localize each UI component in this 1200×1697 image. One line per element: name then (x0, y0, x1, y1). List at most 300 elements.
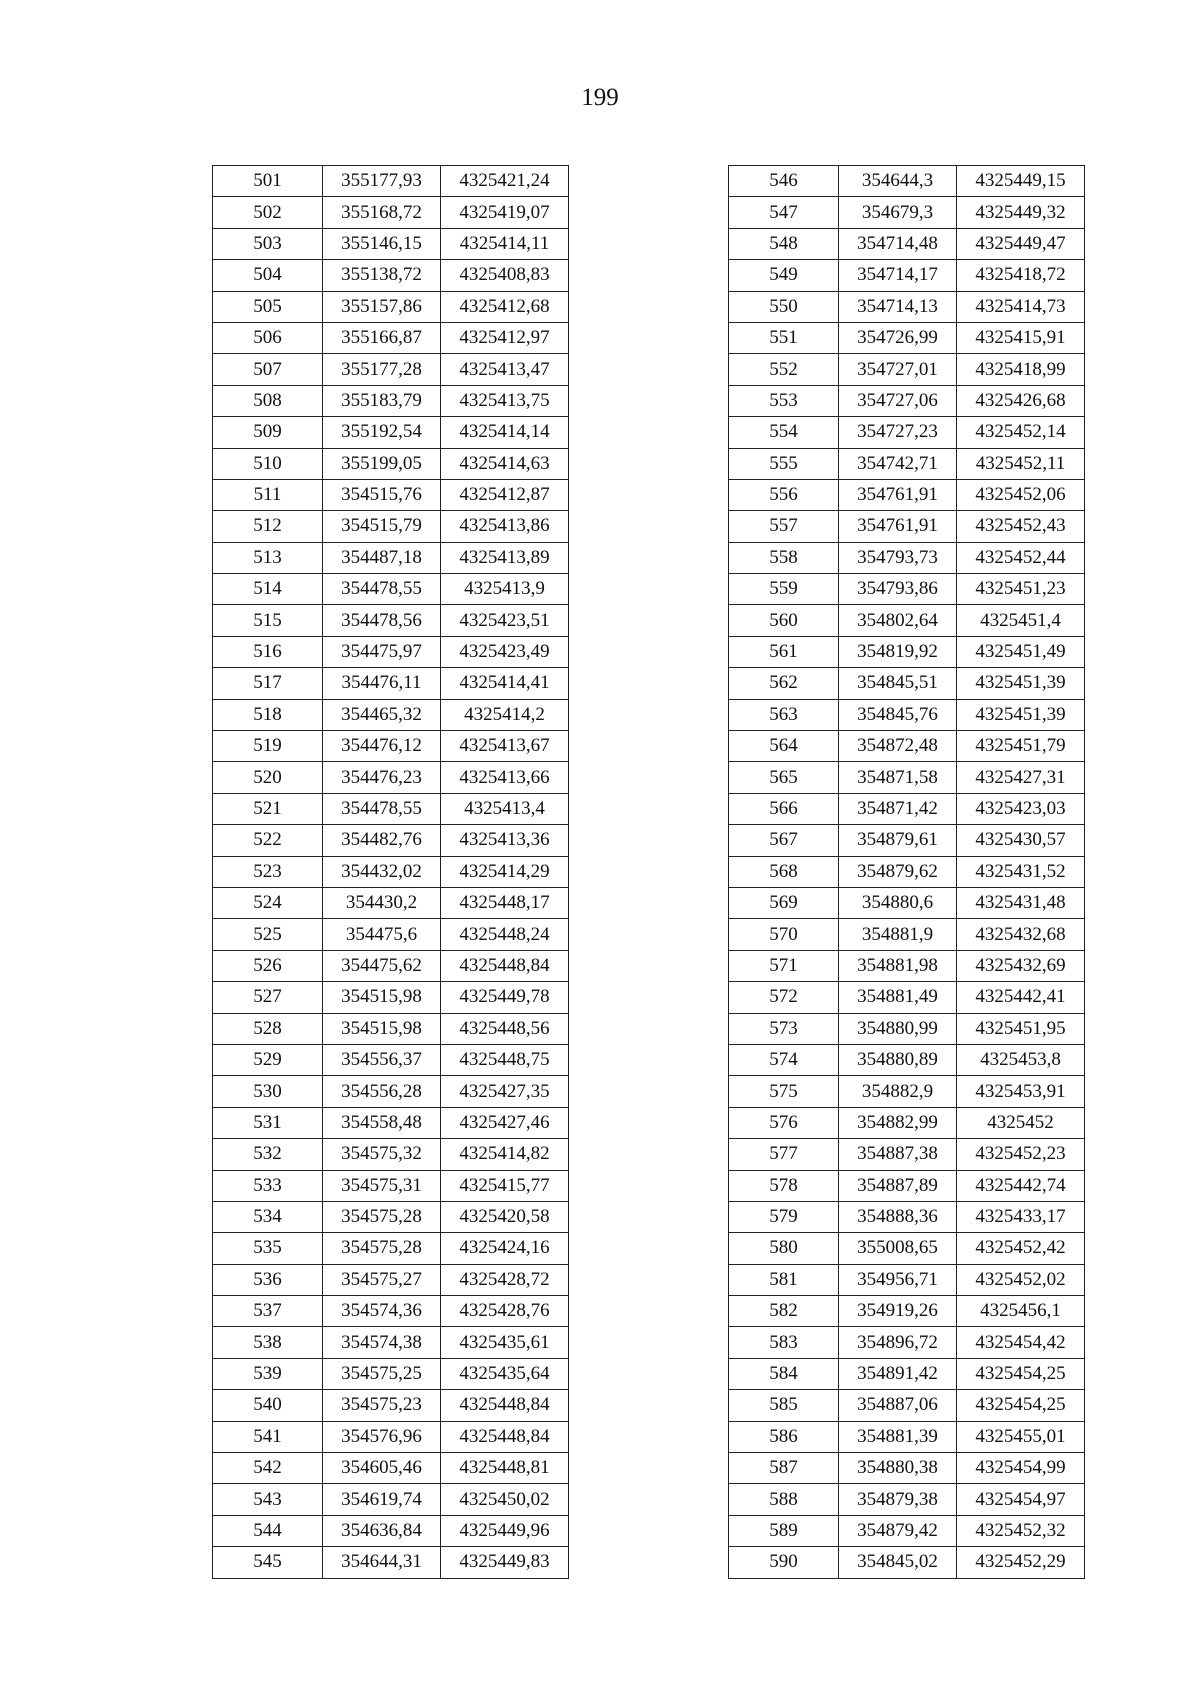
x-coordinate-cell: 354575,27 (323, 1264, 441, 1295)
y-coordinate-cell: 4325448,84 (441, 1421, 569, 1452)
point-number-cell: 584 (729, 1358, 839, 1389)
x-coordinate-cell: 354575,32 (323, 1139, 441, 1170)
x-coordinate-cell: 354575,25 (323, 1358, 441, 1389)
point-number-cell: 516 (213, 636, 323, 667)
y-coordinate-cell: 4325414,2 (441, 699, 569, 730)
point-number-cell: 541 (213, 1421, 323, 1452)
table-row (213, 762, 569, 793)
point-number-cell: 508 (213, 385, 323, 416)
x-coordinate-cell: 354919,26 (839, 1296, 957, 1327)
x-coordinate-cell: 354605,46 (323, 1453, 441, 1484)
x-coordinate-cell: 354888,36 (839, 1201, 957, 1232)
x-coordinate-cell: 354475,62 (323, 950, 441, 981)
table-row (729, 1013, 1085, 1044)
point-number-cell: 534 (213, 1201, 323, 1232)
table-row (729, 1170, 1085, 1201)
y-coordinate-cell: 4325414,73 (957, 291, 1085, 322)
table-row (213, 1044, 569, 1075)
table-row (729, 1484, 1085, 1515)
x-coordinate-cell: 354475,97 (323, 636, 441, 667)
table-row (213, 731, 569, 762)
x-coordinate-cell: 355168,72 (323, 197, 441, 228)
table-row (213, 1139, 569, 1170)
point-number-cell: 569 (729, 887, 839, 918)
point-number-cell: 571 (729, 950, 839, 981)
y-coordinate-cell: 4325413,9 (441, 574, 569, 605)
table-row (213, 574, 569, 605)
point-number-cell: 543 (213, 1484, 323, 1515)
point-number-cell: 533 (213, 1170, 323, 1201)
table-row (213, 1201, 569, 1232)
point-number-cell: 522 (213, 825, 323, 856)
x-coordinate-cell: 354475,6 (323, 919, 441, 950)
y-coordinate-cell: 4325452,02 (957, 1264, 1085, 1295)
y-coordinate-cell: 4325452,32 (957, 1515, 1085, 1546)
point-number-cell: 563 (729, 699, 839, 730)
point-number-cell: 555 (729, 448, 839, 479)
point-number-cell: 578 (729, 1170, 839, 1201)
page-number: 199 (581, 84, 619, 111)
y-coordinate-cell: 4325452,23 (957, 1139, 1085, 1170)
point-number-cell: 506 (213, 322, 323, 353)
table-row (729, 1390, 1085, 1421)
x-coordinate-cell: 354478,55 (323, 574, 441, 605)
point-number-cell: 556 (729, 479, 839, 510)
x-coordinate-cell: 354636,84 (323, 1515, 441, 1546)
y-coordinate-cell: 4325423,51 (441, 605, 569, 636)
x-coordinate-cell: 355166,87 (323, 322, 441, 353)
x-coordinate-cell: 354881,39 (839, 1421, 957, 1452)
x-coordinate-cell: 354558,48 (323, 1107, 441, 1138)
table-row (729, 542, 1085, 573)
table-row (729, 1327, 1085, 1358)
table-row (213, 291, 569, 322)
table-row (213, 448, 569, 479)
point-number-cell: 530 (213, 1076, 323, 1107)
table-row (729, 291, 1085, 322)
y-coordinate-cell: 4325452,42 (957, 1233, 1085, 1264)
point-number-cell: 542 (213, 1453, 323, 1484)
table-row (213, 793, 569, 824)
point-number-cell: 510 (213, 448, 323, 479)
x-coordinate-cell: 354880,89 (839, 1044, 957, 1075)
table-row (213, 1170, 569, 1201)
point-number-cell: 576 (729, 1107, 839, 1138)
point-number-cell: 568 (729, 856, 839, 887)
y-coordinate-cell: 4325428,72 (441, 1264, 569, 1295)
table-row (729, 699, 1085, 730)
x-coordinate-cell: 354430,2 (323, 887, 441, 918)
y-coordinate-cell: 4325413,66 (441, 762, 569, 793)
y-coordinate-cell: 4325452 (957, 1107, 1085, 1138)
point-number-cell: 527 (213, 982, 323, 1013)
x-coordinate-cell: 354879,38 (839, 1484, 957, 1515)
x-coordinate-cell: 354802,64 (839, 605, 957, 636)
table-row (213, 668, 569, 699)
y-coordinate-cell: 4325419,07 (441, 197, 569, 228)
table-row (729, 605, 1085, 636)
x-coordinate-cell: 354819,92 (839, 636, 957, 667)
x-coordinate-cell: 354574,36 (323, 1296, 441, 1327)
point-number-cell: 590 (729, 1547, 839, 1578)
point-number-cell: 537 (213, 1296, 323, 1327)
x-coordinate-cell: 354879,61 (839, 825, 957, 856)
y-coordinate-cell: 4325433,17 (957, 1201, 1085, 1232)
point-number-cell: 560 (729, 605, 839, 636)
table-row (729, 166, 1085, 197)
point-number-cell: 523 (213, 856, 323, 887)
point-number-cell: 575 (729, 1076, 839, 1107)
y-coordinate-cell: 4325448,17 (441, 887, 569, 918)
point-number-cell: 546 (729, 166, 839, 197)
y-coordinate-cell: 4325414,29 (441, 856, 569, 887)
x-coordinate-cell: 354845,51 (839, 668, 957, 699)
table-row (213, 1107, 569, 1138)
x-coordinate-cell: 354482,76 (323, 825, 441, 856)
table-row (729, 197, 1085, 228)
table-row (213, 322, 569, 353)
x-coordinate-cell: 354575,31 (323, 1170, 441, 1201)
table-row (729, 825, 1085, 856)
y-coordinate-cell: 4325449,15 (957, 166, 1085, 197)
x-coordinate-cell: 354793,86 (839, 574, 957, 605)
y-coordinate-cell: 4325453,91 (957, 1076, 1085, 1107)
point-number-cell: 587 (729, 1453, 839, 1484)
point-number-cell: 544 (213, 1515, 323, 1546)
x-coordinate-cell: 354726,99 (839, 322, 957, 353)
table-row (729, 887, 1085, 918)
point-number-cell: 573 (729, 1013, 839, 1044)
y-coordinate-cell: 4325408,83 (441, 260, 569, 291)
x-coordinate-cell: 354881,9 (839, 919, 957, 950)
point-number-cell: 519 (213, 731, 323, 762)
point-number-cell: 515 (213, 605, 323, 636)
x-coordinate-cell: 354576,96 (323, 1421, 441, 1452)
point-number-cell: 538 (213, 1327, 323, 1358)
table-row (729, 1358, 1085, 1389)
table-row (729, 1453, 1085, 1484)
x-coordinate-cell: 354644,31 (323, 1547, 441, 1578)
point-number-cell: 572 (729, 982, 839, 1013)
x-coordinate-cell: 355008,65 (839, 1233, 957, 1264)
y-coordinate-cell: 4325415,77 (441, 1170, 569, 1201)
table-row (213, 1421, 569, 1452)
y-coordinate-cell: 4325451,23 (957, 574, 1085, 605)
x-coordinate-cell: 354727,01 (839, 354, 957, 385)
x-coordinate-cell: 354487,18 (323, 542, 441, 573)
table-row (213, 1484, 569, 1515)
table-row (729, 856, 1085, 887)
table-row (729, 260, 1085, 291)
x-coordinate-cell: 354882,9 (839, 1076, 957, 1107)
x-coordinate-cell: 354742,71 (839, 448, 957, 479)
table-row (729, 950, 1085, 981)
x-coordinate-cell: 354727,06 (839, 385, 957, 416)
point-number-cell: 513 (213, 542, 323, 573)
point-number-cell: 517 (213, 668, 323, 699)
table-row (213, 1233, 569, 1264)
table-row (729, 574, 1085, 605)
table-row (729, 1515, 1085, 1546)
point-number-cell: 585 (729, 1390, 839, 1421)
y-coordinate-cell: 4325414,63 (441, 448, 569, 479)
table-row (729, 385, 1085, 416)
x-coordinate-cell: 355183,79 (323, 385, 441, 416)
table-body (729, 166, 1085, 1579)
y-coordinate-cell: 4325452,44 (957, 542, 1085, 573)
x-coordinate-cell: 354881,49 (839, 982, 957, 1013)
point-number-cell: 574 (729, 1044, 839, 1075)
point-number-cell: 545 (213, 1547, 323, 1578)
y-coordinate-cell: 4325413,36 (441, 825, 569, 856)
point-number-cell: 520 (213, 762, 323, 793)
table-row (213, 354, 569, 385)
y-coordinate-cell: 4325426,68 (957, 385, 1085, 416)
table-row (729, 479, 1085, 510)
table-row (213, 479, 569, 510)
x-coordinate-cell: 354887,06 (839, 1390, 957, 1421)
x-coordinate-cell: 354515,98 (323, 1013, 441, 1044)
y-coordinate-cell: 4325421,24 (441, 166, 569, 197)
table-row (729, 793, 1085, 824)
x-coordinate-cell: 354896,72 (839, 1327, 957, 1358)
coordinates-table-right (728, 165, 1085, 1579)
x-coordinate-cell: 354880,6 (839, 887, 957, 918)
point-number-cell: 557 (729, 511, 839, 542)
table-row (729, 511, 1085, 542)
y-coordinate-cell: 4325454,97 (957, 1484, 1085, 1515)
x-coordinate-cell: 354556,37 (323, 1044, 441, 1075)
y-coordinate-cell: 4325454,25 (957, 1358, 1085, 1389)
point-number-cell: 551 (729, 322, 839, 353)
y-coordinate-cell: 4325412,87 (441, 479, 569, 510)
y-coordinate-cell: 4325448,56 (441, 1013, 569, 1044)
x-coordinate-cell: 355146,15 (323, 228, 441, 259)
table-row (729, 731, 1085, 762)
point-number-cell: 540 (213, 1390, 323, 1421)
table-row (729, 1547, 1085, 1578)
point-number-cell: 550 (729, 291, 839, 322)
x-coordinate-cell: 354515,76 (323, 479, 441, 510)
y-coordinate-cell: 4325424,16 (441, 1233, 569, 1264)
table-row (729, 1107, 1085, 1138)
y-coordinate-cell: 4325423,03 (957, 793, 1085, 824)
y-coordinate-cell: 4325414,82 (441, 1139, 569, 1170)
point-number-cell: 535 (213, 1233, 323, 1264)
point-number-cell: 547 (729, 197, 839, 228)
point-number-cell: 548 (729, 228, 839, 259)
point-number-cell: 521 (213, 793, 323, 824)
x-coordinate-cell: 354887,89 (839, 1170, 957, 1201)
table-row (729, 668, 1085, 699)
point-number-cell: 579 (729, 1201, 839, 1232)
y-coordinate-cell: 4325413,75 (441, 385, 569, 416)
y-coordinate-cell: 4325449,96 (441, 1515, 569, 1546)
x-coordinate-cell: 354476,12 (323, 731, 441, 762)
table-row (213, 1076, 569, 1107)
point-number-cell: 583 (729, 1327, 839, 1358)
y-coordinate-cell: 4325414,11 (441, 228, 569, 259)
x-coordinate-cell: 354761,91 (839, 479, 957, 510)
x-coordinate-cell: 354465,32 (323, 699, 441, 730)
point-number-cell: 553 (729, 385, 839, 416)
table-row (213, 542, 569, 573)
y-coordinate-cell: 4325420,58 (441, 1201, 569, 1232)
point-number-cell: 566 (729, 793, 839, 824)
point-number-cell: 514 (213, 574, 323, 605)
y-coordinate-cell: 4325451,49 (957, 636, 1085, 667)
table-row (729, 1201, 1085, 1232)
x-coordinate-cell: 354478,56 (323, 605, 441, 636)
point-number-cell: 554 (729, 417, 839, 448)
point-number-cell: 561 (729, 636, 839, 667)
table-row (729, 1264, 1085, 1295)
point-number-cell: 502 (213, 197, 323, 228)
table-row (729, 354, 1085, 385)
x-coordinate-cell: 354476,11 (323, 668, 441, 699)
point-number-cell: 558 (729, 542, 839, 573)
y-coordinate-cell: 4325415,91 (957, 322, 1085, 353)
y-coordinate-cell: 4325414,14 (441, 417, 569, 448)
point-number-cell: 524 (213, 887, 323, 918)
table-row (213, 887, 569, 918)
table-row (729, 762, 1085, 793)
y-coordinate-cell: 4325442,41 (957, 982, 1085, 1013)
y-coordinate-cell: 4325452,11 (957, 448, 1085, 479)
y-coordinate-cell: 4325413,47 (441, 354, 569, 385)
y-coordinate-cell: 4325427,35 (441, 1076, 569, 1107)
y-coordinate-cell: 4325452,29 (957, 1547, 1085, 1578)
table-row (213, 1390, 569, 1421)
x-coordinate-cell: 354872,48 (839, 731, 957, 762)
table-row (213, 950, 569, 981)
point-number-cell: 511 (213, 479, 323, 510)
table-row (213, 260, 569, 291)
point-number-cell: 503 (213, 228, 323, 259)
y-coordinate-cell: 4325431,52 (957, 856, 1085, 887)
y-coordinate-cell: 4325451,39 (957, 668, 1085, 699)
point-number-cell: 536 (213, 1264, 323, 1295)
y-coordinate-cell: 4325452,14 (957, 417, 1085, 448)
table-row (729, 636, 1085, 667)
x-coordinate-cell: 354956,71 (839, 1264, 957, 1295)
point-number-cell: 580 (729, 1233, 839, 1264)
table-row (213, 605, 569, 636)
x-coordinate-cell: 354515,98 (323, 982, 441, 1013)
x-coordinate-cell: 355157,86 (323, 291, 441, 322)
table-row (729, 1139, 1085, 1170)
x-coordinate-cell: 354727,23 (839, 417, 957, 448)
y-coordinate-cell: 4325454,42 (957, 1327, 1085, 1358)
point-number-cell: 589 (729, 1515, 839, 1546)
table-row (213, 228, 569, 259)
x-coordinate-cell: 355177,28 (323, 354, 441, 385)
y-coordinate-cell: 4325413,86 (441, 511, 569, 542)
x-coordinate-cell: 355138,72 (323, 260, 441, 291)
y-coordinate-cell: 4325449,32 (957, 197, 1085, 228)
y-coordinate-cell: 4325418,72 (957, 260, 1085, 291)
y-coordinate-cell: 4325450,02 (441, 1484, 569, 1515)
y-coordinate-cell: 4325414,41 (441, 668, 569, 699)
x-coordinate-cell: 354476,23 (323, 762, 441, 793)
point-number-cell: 505 (213, 291, 323, 322)
x-coordinate-cell: 354515,79 (323, 511, 441, 542)
y-coordinate-cell: 4325427,46 (441, 1107, 569, 1138)
table-row (213, 636, 569, 667)
y-coordinate-cell: 4325451,4 (957, 605, 1085, 636)
y-coordinate-cell: 4325418,99 (957, 354, 1085, 385)
table-row (729, 448, 1085, 479)
point-number-cell: 549 (729, 260, 839, 291)
y-coordinate-cell: 4325452,43 (957, 511, 1085, 542)
y-coordinate-cell: 4325412,97 (441, 322, 569, 353)
y-coordinate-cell: 4325435,61 (441, 1327, 569, 1358)
point-number-cell: 509 (213, 417, 323, 448)
y-coordinate-cell: 4325435,64 (441, 1358, 569, 1389)
x-coordinate-cell: 354793,73 (839, 542, 957, 573)
coordinates-table-left (212, 165, 569, 1579)
table-row (213, 1515, 569, 1546)
table-row (213, 1358, 569, 1389)
y-coordinate-cell: 4325453,8 (957, 1044, 1085, 1075)
point-number-cell: 570 (729, 919, 839, 950)
y-coordinate-cell: 4325451,79 (957, 731, 1085, 762)
x-coordinate-cell: 354845,76 (839, 699, 957, 730)
table-row (213, 982, 569, 1013)
x-coordinate-cell: 354761,91 (839, 511, 957, 542)
table-row (729, 1421, 1085, 1452)
table-row (729, 1233, 1085, 1264)
point-number-cell: 552 (729, 354, 839, 385)
point-number-cell: 567 (729, 825, 839, 856)
x-coordinate-cell: 354880,38 (839, 1453, 957, 1484)
y-coordinate-cell: 4325413,4 (441, 793, 569, 824)
table-row (213, 417, 569, 448)
table-row (213, 1264, 569, 1295)
y-coordinate-cell: 4325423,49 (441, 636, 569, 667)
y-coordinate-cell: 4325431,48 (957, 887, 1085, 918)
point-number-cell: 564 (729, 731, 839, 762)
table-row (729, 322, 1085, 353)
table-row (213, 1453, 569, 1484)
table-row (213, 197, 569, 228)
table-row (213, 166, 569, 197)
y-coordinate-cell: 4325451,39 (957, 699, 1085, 730)
x-coordinate-cell: 354575,28 (323, 1201, 441, 1232)
y-coordinate-cell: 4325442,74 (957, 1170, 1085, 1201)
y-coordinate-cell: 4325451,95 (957, 1013, 1085, 1044)
x-coordinate-cell: 354845,02 (839, 1547, 957, 1578)
point-number-cell: 531 (213, 1107, 323, 1138)
x-coordinate-cell: 354644,3 (839, 166, 957, 197)
point-number-cell: 529 (213, 1044, 323, 1075)
x-coordinate-cell: 354879,42 (839, 1515, 957, 1546)
y-coordinate-cell: 4325412,68 (441, 291, 569, 322)
point-number-cell: 588 (729, 1484, 839, 1515)
table-row (213, 825, 569, 856)
table-row (213, 919, 569, 950)
point-number-cell: 512 (213, 511, 323, 542)
x-coordinate-cell: 354574,38 (323, 1327, 441, 1358)
x-coordinate-cell: 354714,48 (839, 228, 957, 259)
point-number-cell: 528 (213, 1013, 323, 1044)
y-coordinate-cell: 4325428,76 (441, 1296, 569, 1327)
x-coordinate-cell: 354575,23 (323, 1390, 441, 1421)
table-row (729, 417, 1085, 448)
point-number-cell: 586 (729, 1421, 839, 1452)
y-coordinate-cell: 4325448,84 (441, 950, 569, 981)
y-coordinate-cell: 4325456,1 (957, 1296, 1085, 1327)
